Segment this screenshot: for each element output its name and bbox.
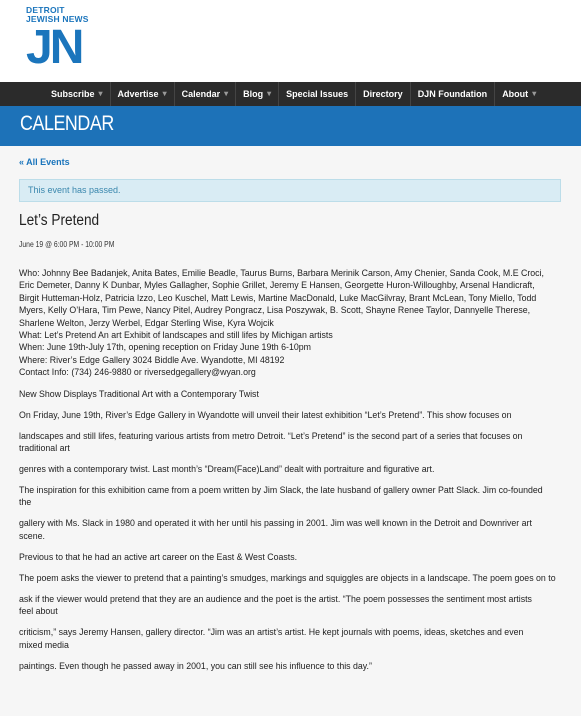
who-line: Sharlene Welton, Jerzy Werbel, Edgar Sterling Wise, Kyra Wojcik <box>19 317 274 328</box>
nav-item-label: Subscribe <box>51 89 95 99</box>
main-navigation <box>0 82 581 106</box>
description-paragraph <box>19 660 567 672</box>
nav-item-label: About <box>502 89 529 99</box>
event-date: June 19 @ 6:00 PM - 10:00 PM <box>19 240 115 249</box>
nav-item-special-issues[interactable] <box>278 82 355 106</box>
nav-item-subscribe[interactable] <box>44 82 110 106</box>
paragraph-line: traditional art <box>19 443 70 454</box>
event-passed-notice: This event has passed. <box>19 179 561 202</box>
paragraph-line: feel about <box>19 606 58 617</box>
paragraph-line: genres with a contemporary twist. Last month’s “Dream(Face)Land” dealt with portraiture and figurative art. <box>19 464 435 475</box>
nav-item-about[interactable] <box>494 82 543 106</box>
description-paragraph <box>19 517 567 542</box>
paragraph-line: landscapes and still lifes, featuring various artists from metro Detroit. “Let’s Pretend” is the second part of a series that focuses on <box>19 430 523 441</box>
event-description <box>19 267 567 681</box>
nav-item-djn-foundation[interactable] <box>410 82 495 106</box>
paragraph-line: paintings. Even though he passed away in 2001, you can still see his influence to this day.” <box>19 660 372 671</box>
nav-item-blog[interactable] <box>235 82 278 106</box>
description-paragraph <box>19 463 567 475</box>
banner-title: CALENDAR <box>20 112 114 135</box>
calendar-banner <box>0 106 581 146</box>
all-events-link[interactable]: « All Events <box>19 157 70 167</box>
event-title: Let’s Pretend <box>19 212 100 229</box>
who-line: Who: Johnny Bee Badanjek, Anita Bates, Emilie Beadle, Taurus Burns, Barbara Merinik Carson, Amy Chenier, Sanda Cook, M.E Croci, <box>19 268 544 278</box>
nav-item-label: Special Issues <box>286 89 349 99</box>
description-paragraph <box>19 484 567 509</box>
nav-item-label: Calendar <box>181 89 221 99</box>
caret-down-icon: ▾ <box>532 89 537 98</box>
paragraph-line: gallery with Ms. Slack in 1980 and operated it with her until his passing in 2001. Jim was well known in the Detroit and Downriver art <box>19 518 532 529</box>
paragraph-line: ask if the viewer would pretend that they are an audience and the poet is the artist. “The poem possesses the sentiment most artists <box>19 593 532 604</box>
paragraph-line: The poem asks the viewer to pretend that a painting’s smudges, markings and squiggles are objects in a landscape. The poem goes on to <box>19 572 556 583</box>
paragraph-line: New Show Displays Traditional Art with a Contemporary Twist <box>19 388 259 399</box>
who-block <box>19 267 567 329</box>
what-line: What: Let’s Pretend An art Exhibit of landscapes and still lifes by Michigan artists <box>19 330 333 341</box>
paragraph-line: Previous to that he had an active art career on the East & West Coasts. <box>19 551 298 562</box>
contact-line: Contact Info: (734) 246-9880 or riversedgegallery@wyan.org <box>19 367 256 378</box>
nav-item-calendar[interactable] <box>174 82 236 106</box>
paragraph-line: The inspiration for this exhibition came from a poem written by Jim Slack, the late husband of gallery owner Patt Slack. Jim co-founded <box>19 485 543 496</box>
who-line: Myers, Kelly O’Hara, Tim Pewe, Nancy Pitel, Audrey Pongracz, Lisa Poszywak, B. Scott, Shayne Renee Taylor, Dannyelle Therese, <box>19 305 531 316</box>
nav-item-directory[interactable] <box>355 82 410 106</box>
description-paragraph <box>19 551 567 563</box>
description-paragraphs <box>19 388 567 672</box>
caret-down-icon: ▾ <box>162 89 167 98</box>
who-line: Birgit Hutteman-Holz, Patricia Izzo, Leo Kuschel, Matt Lewis, Martine MacDonald, Luke MacGilvray, Brant McLean, Tony Miello, Todd <box>19 292 537 303</box>
site-logo[interactable] <box>26 5 92 74</box>
description-paragraph <box>19 388 567 400</box>
nav-item-label: Advertise <box>117 89 159 99</box>
logo-line-2: JEWISH NEWS <box>26 14 89 24</box>
logo-letters: JN <box>26 21 82 74</box>
logo-line-1: DETROIT <box>26 5 65 15</box>
description-paragraph <box>19 409 567 421</box>
caret-down-icon: ▾ <box>98 89 103 98</box>
paragraph-line: On Friday, June 19th, River’s Edge Gallery in Wyandotte will unveil their latest exhibition “Let’s Pretend”. This show focuses on <box>19 409 512 420</box>
nav-item-advertise[interactable] <box>110 82 174 106</box>
paragraph-line: the <box>19 497 32 508</box>
nav-items <box>44 82 543 106</box>
who-line: Eric Demeter, Danny K Dunbar, Myles Gallagher, Sophie Grillet, Jeremy E Hansen, Georgette Huron-Willoughby, Arsenal Handicraft, <box>19 280 535 291</box>
paragraph-line: mixed media <box>19 639 69 650</box>
site-header <box>0 0 581 82</box>
nav-item-label: Directory <box>363 89 403 99</box>
paragraph-line: scene. <box>19 530 45 541</box>
description-paragraph <box>19 430 567 455</box>
where-line: Where: River’s Edge Gallery 3024 Biddle Ave. Wyandotte, MI 48192 <box>19 354 285 365</box>
nav-item-label: DJN Foundation <box>417 89 488 99</box>
caret-down-icon: ▾ <box>224 89 229 98</box>
main-content <box>0 146 581 716</box>
description-paragraph <box>19 593 567 618</box>
description-paragraph <box>19 626 567 651</box>
when-line: When: June 19th-July 17th, opening reception on Friday June 19th 6-10pm <box>19 342 311 353</box>
paragraph-line: criticism,” says Jeremy Hansen, gallery director. “Jim was an artist’s artist. He kept journals with poems, ideas, sketches and even <box>19 627 524 638</box>
nav-item-label: Blog <box>243 89 264 99</box>
description-paragraph <box>19 572 567 584</box>
caret-down-icon: ▾ <box>267 89 272 98</box>
